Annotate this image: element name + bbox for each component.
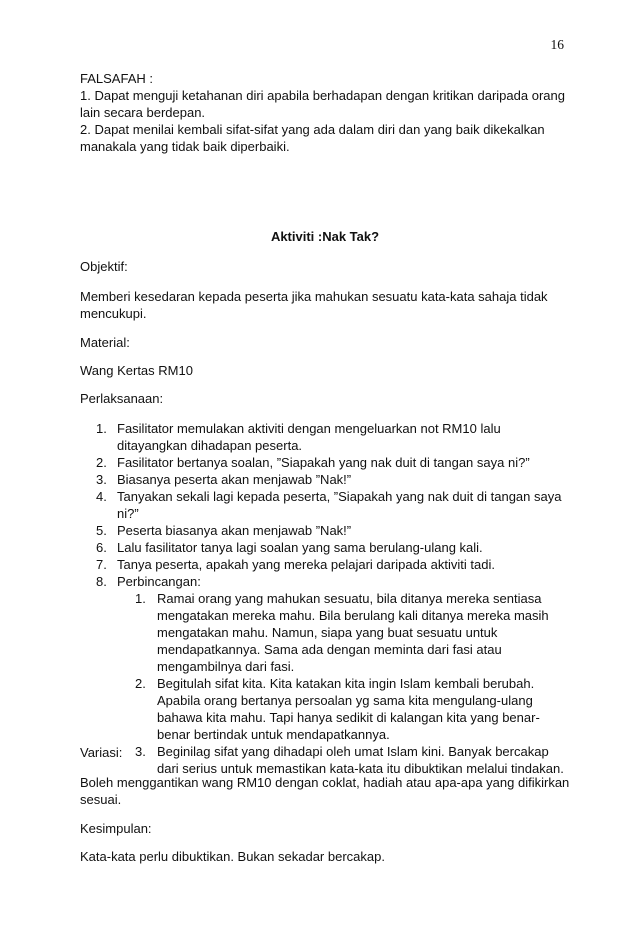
step-number: 4. xyxy=(96,489,107,504)
variasi-heading: Variasi: xyxy=(80,745,123,760)
step-text: Peserta biasanya akan menjawab ”Nak!” xyxy=(117,523,352,538)
material-text: Wang Kertas RM10 xyxy=(80,363,193,378)
step-text: Fasilitator memulakan aktiviti dengan mengeluarkan not RM10 lalu ditayangkan dihadapan peserta. xyxy=(117,421,501,453)
discussion-number: 3. xyxy=(135,744,146,759)
discussion-text: Ramai orang yang mahukan sesuatu, bila ditanya mereka sentiasa mengatakan mereka mahu. Bila berulang kali ditanya mereka masih mengatakan mahu. Namun, siapa yang buat sesuatu untuk mendapatkannya. Sama ada dengan meminta dari fasi atau mengambilnya dari fasi. xyxy=(157,591,549,674)
list-item xyxy=(80,454,570,471)
step-text: Biasanya peserta akan menjawab ”Nak!” xyxy=(117,472,352,487)
list-item xyxy=(80,556,570,573)
falsafah-point-2: 2. Dapat menilai kembali sifat-sifat yang ada dalam diri dan yang baik dikekalkan manakala yang tidak baik diperbaiki. xyxy=(80,122,545,154)
discussion-text: Beginilag sifat yang dihadapi oleh umat Islam kini. Banyak bercakap dari serius untuk memastikan kata-kata itu dibuktikan melalui tindakan. xyxy=(157,744,564,776)
step-text: Tanyakan sekali lagi kepada peserta, ”Siapakah yang nak duit di tangan saya ni?” xyxy=(117,489,562,521)
activity-title: Aktiviti :Nak Tak? xyxy=(270,229,380,244)
step-number: 1. xyxy=(96,421,107,436)
kesimpulan-text: Kata-kata perlu dibuktikan. Bukan sekadar bercakap. xyxy=(80,849,385,864)
perlaksanaan-steps xyxy=(80,420,570,777)
falsafah-point-1: 1. Dapat menguji ketahanan diri apabila berhadapan dengan kritikan daripada orang lain secara berdepan. xyxy=(80,88,565,120)
variasi-text: Boleh menggantikan wang RM10 dengan coklat, hadiah atau apa-apa yang difikirkan sesuai. xyxy=(80,775,570,807)
step-text: Perbincangan: xyxy=(117,574,201,589)
step-number: 7. xyxy=(96,557,107,572)
discussion-number: 2. xyxy=(135,676,146,691)
step-number: 6. xyxy=(96,540,107,555)
step-text: Tanya peserta, apakah yang mereka pelajari daripada aktiviti tadi. xyxy=(117,557,495,572)
falsafah-section xyxy=(80,70,570,155)
step-number: 8. xyxy=(96,574,107,589)
discussion-number: 1. xyxy=(135,591,146,606)
list-item xyxy=(80,471,570,488)
objektif-heading: Objektif: xyxy=(80,259,128,274)
falsafah-heading: FALSAFAH : xyxy=(80,71,153,86)
list-item xyxy=(80,488,570,522)
perlaksanaan-heading: Perlaksanaan: xyxy=(80,391,164,406)
list-item xyxy=(117,675,570,743)
step-number: 3. xyxy=(96,472,107,487)
list-item xyxy=(117,590,570,675)
step-number: 5. xyxy=(96,523,107,538)
objektif-text: Memberi kesedaran kepada peserta jika mahukan sesuatu kata-kata sahaja tidak mencukupi. xyxy=(80,289,548,321)
step-text: Lalu fasilitator tanya lagi soalan yang sama berulang-ulang kali. xyxy=(117,540,483,555)
list-item xyxy=(80,420,570,454)
list-item xyxy=(80,522,570,539)
material-heading: Material: xyxy=(80,335,130,350)
kesimpulan-heading: Kesimpulan: xyxy=(80,821,152,836)
page-number: 16 xyxy=(550,37,564,52)
step-number: 2. xyxy=(96,455,107,470)
discussion-text: Begitulah sifat kita. Kita katakan kita ingin Islam kembali berubah. Apabila orang bertanya persoalan yg sama kita mengulang-ulang bahawa kita mahu. Tapi hanya sedikit di kalangan kita yang benar-benar bertindak untuk mendapatkannya. xyxy=(157,676,540,742)
list-item xyxy=(80,539,570,556)
step-text: Fasilitator bertanya soalan, ”Siapakah yang nak duit di tangan saya ni?” xyxy=(117,455,530,470)
